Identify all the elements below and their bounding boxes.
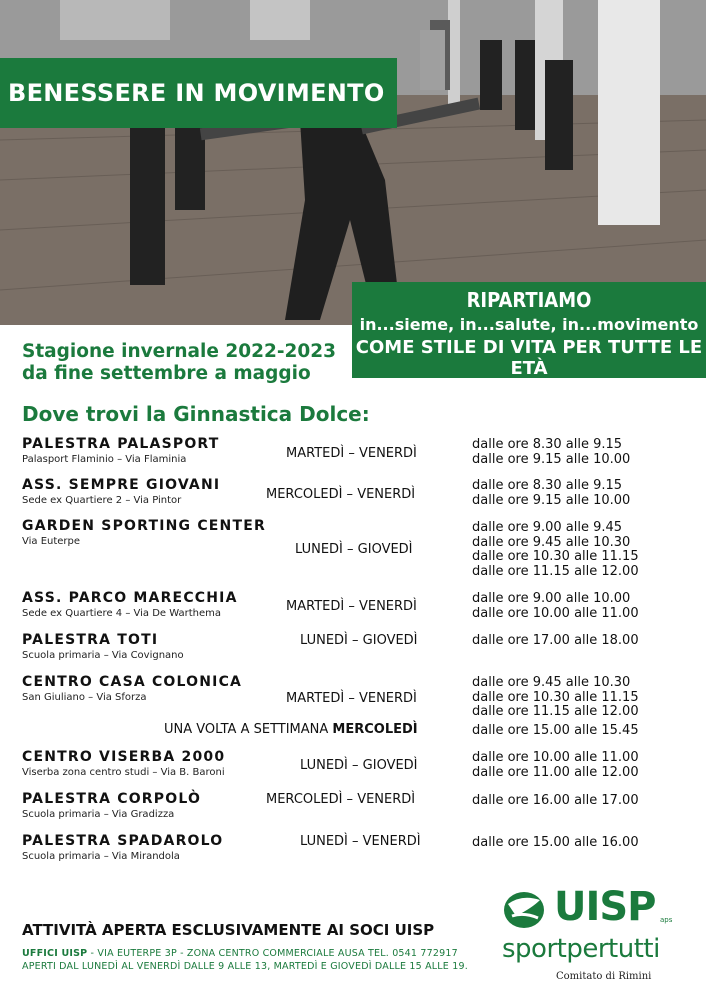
time-slot: dalle ore 10.00 alle 11.00 xyxy=(472,605,639,621)
venue-name: PALESTRA SPADAROLO xyxy=(22,833,224,849)
venue-days: MARTEDÌ – VENERDÌ xyxy=(286,446,417,461)
venue-name: PALESTRA TOTI xyxy=(22,632,159,648)
time-slot: dalle ore 16.00 alle 17.00 xyxy=(472,793,639,808)
time-slot: dalle ore 9.00 alle 9.45 xyxy=(472,520,623,535)
soccer-ball-icon xyxy=(502,886,550,930)
weekly-extra-day: MERCOLEDÌ xyxy=(332,722,418,737)
header-photo xyxy=(0,0,706,325)
venue-times xyxy=(472,676,639,720)
logo-committee: Comitato di Rimini xyxy=(556,971,652,982)
time-slot: dalle ore 11.15 alle 12.00 xyxy=(472,704,639,719)
gym-photo-illustration xyxy=(0,0,706,325)
venue-address: Scuola primaria – Via Mirandola xyxy=(22,851,180,862)
time-slot: dalle ore 9.15 alle 10.00 xyxy=(472,492,631,508)
venue-name: PALESTRA CORPOLÒ xyxy=(22,791,202,807)
footer-office-address: - VIA EUTERPE 3P - ZONA CENTRO COMMERCIALE AUSA TEL. 0541 772917 xyxy=(87,948,458,959)
venue-days: LUNEDÌ – GIOVEDÌ xyxy=(295,542,413,557)
weekly-extra-time: dalle ore 15.00 alle 15.45 xyxy=(472,723,639,738)
weekly-extra-note xyxy=(164,722,418,737)
venue-address: Viserba zona centro studi – Via B. Baroni xyxy=(22,767,225,778)
time-slot: dalle ore 9.00 alle 10.00 xyxy=(472,591,631,606)
promo-subline: in...sieme, in...salute, in...movimento xyxy=(359,315,699,334)
footer-office-label: UFFICI UISP xyxy=(22,948,88,959)
time-slot: dalle ore 8.30 alle 9.15 xyxy=(472,478,623,493)
venue-times xyxy=(472,836,639,851)
time-slot: dalle ore 8.30 alle 9.15 xyxy=(472,437,623,452)
venue-times xyxy=(472,751,639,780)
venue-item xyxy=(22,590,238,619)
venue-name: GARDEN SPORTING CENTER xyxy=(22,518,266,534)
time-slot: dalle ore 9.45 alle 10.30 xyxy=(472,534,631,550)
venue-name: CENTRO VISERBA 2000 xyxy=(22,749,226,765)
promo-tagline: COME STILE DI VITA PER TUTTE LE ETÀ xyxy=(355,337,703,379)
logo-tagline: sportpertutti xyxy=(502,934,660,964)
season-line-1: Stagione invernale 2022-2023 xyxy=(22,341,336,362)
venue-item xyxy=(22,833,223,862)
venue-name: ASS. PARCO MARECCHIA xyxy=(22,590,238,606)
venue-name: ASS. SEMPRE GIOVANI xyxy=(22,477,221,493)
time-slot: dalle ore 15.00 alle 16.00 xyxy=(472,835,639,850)
venue-times xyxy=(472,794,639,809)
venue-item xyxy=(22,518,266,547)
weekly-extra-prefix: UNA VOLTA A SETTIMANA xyxy=(164,722,333,737)
footer-title: ATTIVITÀ APERTA ESCLUSIVAMENTE AI SOCI UISP xyxy=(22,921,435,939)
venue-item xyxy=(22,436,220,465)
venue-times xyxy=(472,521,639,579)
venue-days: LUNEDÌ – GIOVEDÌ xyxy=(300,758,418,773)
venue-name: CENTRO CASA COLONICA xyxy=(22,674,243,690)
footer-office xyxy=(22,948,458,959)
promo-headline: RIPARTIAMO xyxy=(466,288,592,312)
venue-address: Scuola primaria – Via Gradizza xyxy=(22,809,175,820)
section-title: Dove trovi la Ginnastica Dolce: xyxy=(22,402,370,426)
venue-days: MERCOLEDÌ – VENERDÌ xyxy=(266,792,416,807)
venue-days: MARTEDÌ – VENERDÌ xyxy=(286,599,417,614)
time-slot: dalle ore 10.30 alle 11.15 xyxy=(472,549,639,564)
promo-box xyxy=(352,282,706,378)
venue-times xyxy=(472,438,630,467)
uisp-logo xyxy=(500,882,680,987)
venue-address: Palasport Flaminio – Via Flaminia xyxy=(22,454,187,465)
venue-item xyxy=(22,674,242,703)
venue-times xyxy=(472,634,639,649)
time-slot: dalle ore 9.15 alle 10.00 xyxy=(472,451,631,467)
venue-address: Sede ex Quartiere 2 – Via Pintor xyxy=(22,495,182,506)
season-line-2: da fine settembre a maggio xyxy=(22,363,311,384)
venue-times xyxy=(472,592,639,621)
venue-times xyxy=(472,479,630,508)
venue-item xyxy=(22,749,225,778)
venue-name: PALESTRA PALASPORT xyxy=(22,436,220,452)
venue-address: Via Euterpe xyxy=(22,536,81,547)
time-slot: dalle ore 11.15 alle 12.00 xyxy=(472,563,639,579)
season-info xyxy=(22,341,336,385)
logo-suffix: aps xyxy=(660,916,673,924)
venue-days: LUNEDÌ – GIOVEDÌ xyxy=(300,633,418,648)
time-slot: dalle ore 10.00 alle 11.00 xyxy=(472,750,639,765)
time-slot: dalle ore 17.00 alle 18.00 xyxy=(472,633,639,648)
time-slot: dalle ore 11.00 alle 12.00 xyxy=(472,764,639,780)
venue-address: Sede ex Quartiere 4 – Via De Warthema xyxy=(22,608,221,619)
time-slot: dalle ore 9.45 alle 10.30 xyxy=(472,675,631,690)
venue-days: MARTEDÌ – VENERDÌ xyxy=(286,691,417,706)
venue-days: LUNEDÌ – VENERDÌ xyxy=(300,834,421,849)
venue-address: Scuola primaria – Via Covignano xyxy=(22,650,184,661)
venue-item xyxy=(22,791,201,820)
time-slot: dalle ore 10.30 alle 11.15 xyxy=(472,689,639,705)
venue-item xyxy=(22,477,220,506)
venue-address: San Giuliano – Via Sforza xyxy=(22,692,147,703)
logo-brand: UISP xyxy=(554,884,656,930)
venue-days: MERCOLEDÌ – VENERDÌ xyxy=(266,487,416,502)
footer-hours: APERTI DAL LUNEDÌ AL VENERDÌ DALLE 9 ALLE 13, MARTEDÌ E GIOVEDÌ DALLE 15 ALLE 19. xyxy=(22,961,468,972)
page-title: BENESSERE IN MOVIMENTO xyxy=(0,58,397,128)
venue-item xyxy=(22,632,184,661)
